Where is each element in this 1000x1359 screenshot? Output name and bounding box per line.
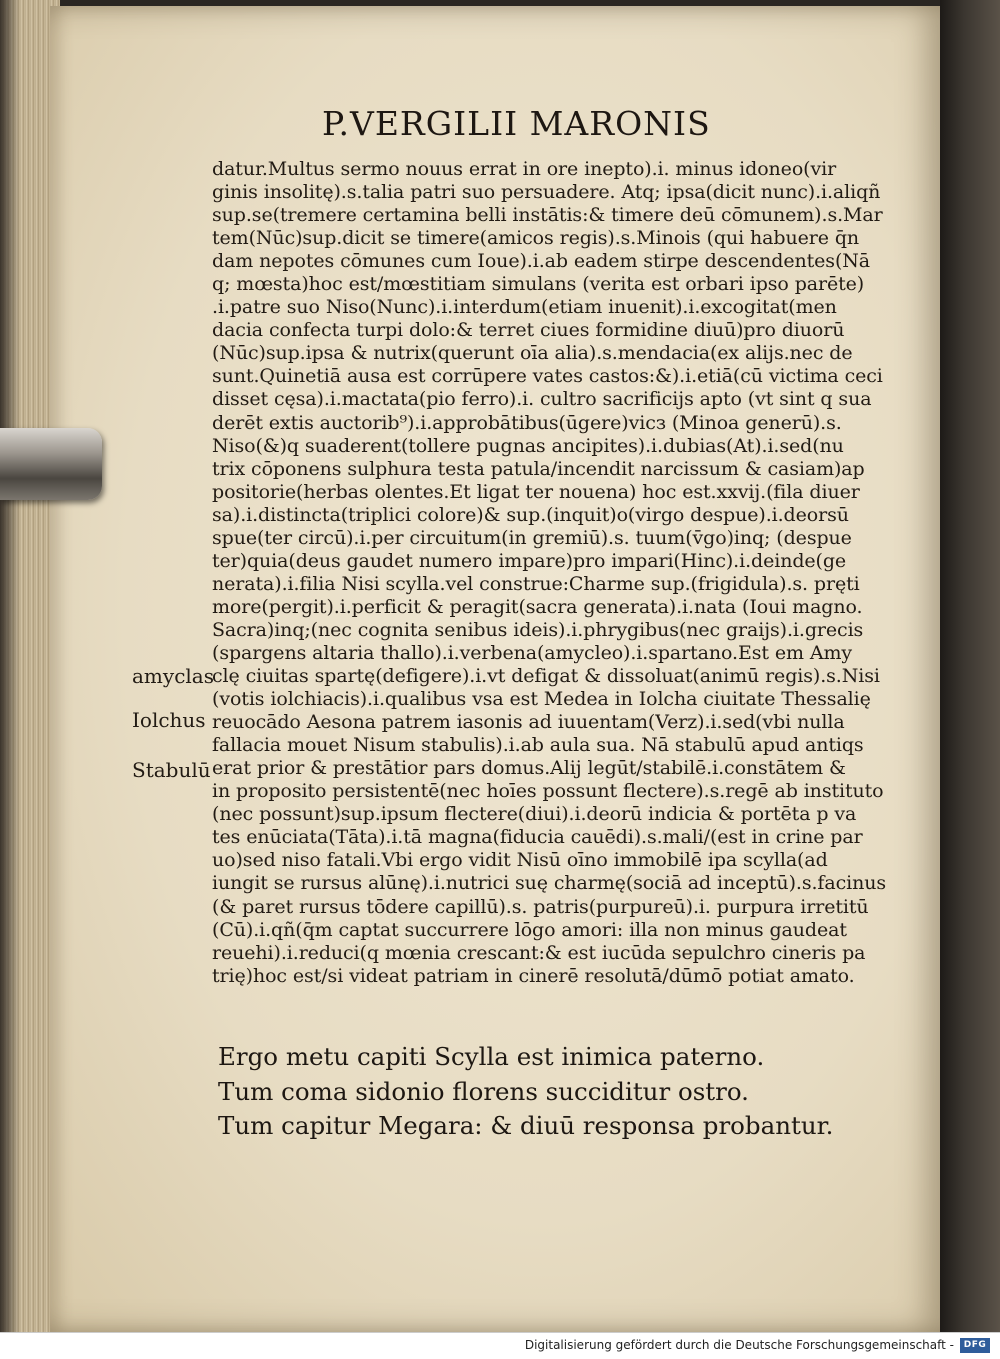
text-line: ter)quia(deus gaudet numero impare)pro impari(Hinc).i.deinde(ge xyxy=(212,549,847,572)
text-line: (Cū).i.qñ(q̄m captat succurrere lōgo amori: illa non minus gaudeat xyxy=(212,918,847,941)
verse-line: Tum coma sidonio florens succiditur ostro. xyxy=(218,1076,749,1106)
text-line: disset cęsa).i.mactata(pio ferro).i. cultro sacrificijs apto (vt sint q sua xyxy=(212,388,872,411)
text-line: dam nepotes cōmunes cum Ioue).i.ab eadem stirpe descendentes(Nā xyxy=(212,250,871,273)
text-line: tes enūciata(Tāta).i.tā magna(fiducia cauēdi).s.mali/(est in crine par xyxy=(212,826,863,849)
text-line: sunt.Quinetiā ausa est corrūpere vates castos:&).i.etiā(cū victima ceci xyxy=(212,365,883,388)
text-line: trix cōponens sulphura testa patula/incendit narcissum & casiam)ap xyxy=(212,457,865,480)
text-line: datur.Multus sermo nouus errat in ore inepto).i. minus idoneo(vir xyxy=(212,158,837,180)
funding-credit: Digitalisierung gefördert durch die Deutsche Forschungsgemeinschaft - xyxy=(524,1338,954,1352)
text-line: iungit se rursus alūnę).i.nutrici suę charmę(sociā ad inceptū).s.facinus xyxy=(212,872,887,895)
text-line: fallacia mouet Nisum stabulis).i.ab aula sua. Nā stabulū apud antiqs xyxy=(212,734,864,757)
text-line: clę ciuitas spartę(defigere).i.vt defigat & dissoluat(animū regis).s.Nisi xyxy=(212,665,880,688)
book-gutter xyxy=(940,0,1000,1332)
text-line: (votis iolchiacis).i.qualibus vsa est Medea in Iolcha ciuitate Thessalię xyxy=(212,688,871,711)
text-line: Sacra)inq;(nec cognita senibus ideis).i.phrygibus(nec graijs).i.grecis xyxy=(212,618,864,641)
text-line: trię)hoc est/si videat patriam in cinerē resolutā/dūmō potiat amato. xyxy=(212,964,855,987)
commentary-text xyxy=(212,158,887,988)
text-line: derēt extis auctorib⁹).i.approbātibus(ūgere)vicз (Minoa generū).s. xyxy=(212,411,842,434)
text-line: spue(ter circū).i.per circuitum(in gremiū).s. tuum(v̄go)inq; (despue xyxy=(212,526,852,549)
text-line: more(pergit).i.perficit & peragit(sacra generata).i.nata (Ioui magno. xyxy=(212,595,863,618)
text-line: sup.se(tremere certamina belli instātis:& timere deū cōmunem).s.Mar xyxy=(212,204,883,227)
text-line: (Nūc)sup.ipsa & nutrix(querunt oīa alia).s.mendacia(ex alijs.nec de xyxy=(212,342,853,365)
text-line: .i.patre suo Niso(Nunc).i.interdum(etiam inuenit).i.excogitat(men xyxy=(212,296,837,319)
text-line: q; mœsta)hoc est/mœstitiam simulans (verita est orbari ipso parēte) xyxy=(212,273,865,296)
margin-note-amyclas: amyclas xyxy=(132,664,214,688)
text-line: ginis insolitę).s.talia patri suo persuadere. Atq; ipsa(dicit nunc).i.aliqñ xyxy=(212,181,881,204)
dfg-logo: DFG xyxy=(960,1338,990,1353)
text-line: positorie(herbas olentes.Et ligat ter nouena) hoc est.xxvij.(fila diuer xyxy=(212,480,860,503)
text-line: tem(Nūc)sup.dicit se timere(amicos regis).s.Minois (qui habuere q̄n xyxy=(212,227,860,250)
page-header: P.VERGILII MARONIS xyxy=(322,104,711,143)
verse-block xyxy=(218,1040,858,1144)
verse-line: Tum capitur Megara: & diuū responsa probantur. xyxy=(218,1111,834,1140)
book-edge-shadow xyxy=(0,0,20,1332)
text-line: uo)sed niso fatali.Vbi ergo vidit Nisū oīno immobilē ipa scylla(ad xyxy=(212,849,828,872)
verse-line: Ergo metu capiti Scylla est inimica paterno. xyxy=(218,1042,765,1071)
text-line: reuehi).i.reduci(q mœnia crescant:& est iucūda sepulchro cineris pa xyxy=(212,941,866,964)
text-line: Niso(&)q suaderent(tollere pugnas ancipites).i.dubias(At).i.sed(nu xyxy=(212,434,844,457)
text-line: (spargens altaria thallo).i.verbena(amycleo).i.spartano.Est em Amy xyxy=(212,641,853,664)
text-line: sa).i.distincta(triplici colore)& sup.(inquit)o(virgo despue).i.deorsū xyxy=(212,503,849,526)
text-line: in proposito persistentē(nec hoīes possunt flectere).s.regē ab instituto xyxy=(212,780,884,803)
text-line: reuocādo Aesona patrem iasonis ad iuuentam(Verz).i.sed(vbi nulla xyxy=(212,711,845,734)
text-line: (& paret rursus tōdere capillū).s. patris(purpureū).i. purpura irretitū xyxy=(212,895,869,918)
text-line: nerata).i.filia Nisi scylla.vel construe:Charme sup.(frigidula).s. pręti xyxy=(212,572,860,595)
text-line: (nec possunt)sup.ipsum flectere(diui).i.deorū indicia & portēta p va xyxy=(212,803,857,826)
text-line: dacia confecta turpi dolo:& terret ciues formidine diuū)pro diuorū xyxy=(212,319,845,342)
text-line: erat prior & prestātior pars domus.Alij legūt/stabilē.i.constātem & xyxy=(212,757,846,780)
footer-bar xyxy=(0,1332,1000,1359)
margin-note-iolchus: Iolchus xyxy=(132,708,206,732)
page-clip xyxy=(0,428,102,500)
margin-note-stabulum: Stabulū xyxy=(132,758,211,782)
